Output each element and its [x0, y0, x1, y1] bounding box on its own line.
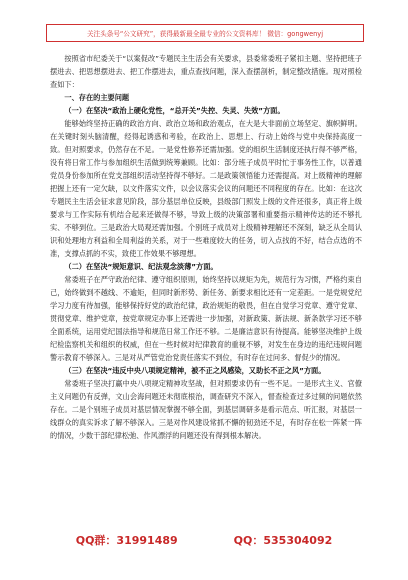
document-body: [50, 52, 362, 522]
body-paragraph: 常委班子在严守政治纪律、遵守组织原则，始终坚持以规矩为先，规范行为习惯，严格约束自己，始终做到不越线、不逾矩，但同时新形势、新任务、新要求相比还有一定差距。一是党规党纪学习力度有待加强，能够保持好党的政治纪律，政治规矩的敬畏，但在自觉学习党章、遵守党章、贯彻党章、维护党章，按党章规定办事上还需进一步加强，对新政策、新法规、新条款学习还不够全面系统，运用党纪国法指导和规范日常工作还不够。二是廉洁意识有待提高。能够坚决维护上级纪检监察机关和组织的权威，但在一些时候对纪律教育的重视不够，对发生在身边的违纪违规问题警示教育不够深入。三是对从严管党治党责任落实不到位，有时存在过问多、督促少的情况。: [50, 275, 362, 362]
contact-footer: [0, 530, 408, 550]
body-paragraph: 能够始终坚持正确的政治方向、政治立场和政治观点，在大是大非面前立场坚定、旗帜鲜明。在关键时刻头脑清醒，经得起诱惑和考验，在政治上、思想上、行动上始终与党中央保持高度一致。但对照要求，仍然存在不足。一是党性修养还需加强。党的组织生活制度还执行得不够严格，没有将日常工作与参加组织生活做到统筹兼顾。比如：部分班子成员平时忙于事务性工作，以普通党员身份参加所在党支部组织活动坚持得不够好。二是政策领悟能力还需提高。对上级精神的理解把握上还有一定欠缺，以文件落实文件，以会议落实会议的问题还不同程度的存在。比如：在这次专题民主生活会征求意见阶段，部分基层单位反映，县级部门照发上级的文件还很多，真正将上级要求与工作实际有机结合起来还做得不够，导致上级的决策部署和重要指示精神传达的还不够扎实、不够到位。三是政治大局观还需加强。个别班子成员对上级精神理解还不深刻，缺乏从全局认识和处理地方利益和全局利益的关系，对于一些难度较大的任务，切入点找的不好，结合点选的不准，支撑点抓的不实，致使工作效果不够理想。: [50, 119, 362, 258]
qq-label: QQ：535304092: [233, 534, 333, 547]
promo-banner: 关注头条号“公文研究”，获得最新最全最专业的公文资料库！ 微信：gongwenyj: [46, 24, 364, 42]
body-paragraph: 常委班子坚决打赢中央八项规定精神攻坚战，但对照要求仍有一些不足。一是形式主义、官僚主义问题仍有反弹，文山会海问题还未彻底根治，调查研究不深入，督查检查过多过频的问题依然存在。二是个别班子成员对基层情况掌握不够全面，到基层调研多是看示范点、听汇报，对基层一线群众的真实诉求了解不够深入。三是对作风建设常抓不懈的韧劲还不足，有时存在松一阵紧一阵的情况，少数干部纪律松弛、作风漂浮的问题还没有得到根本解决。: [50, 379, 362, 440]
subsection-heading: （三）在坚决“违反中央八项规定精神，被不正之风感染，又助长不正之风”方面。: [64, 366, 326, 375]
subsection-heading: （一）在坚决“政治上硬化党性，“总开关”失控、失灵、失效”方面。: [64, 106, 285, 115]
qq-group-label: QQ群：31991489: [75, 534, 178, 547]
section-heading: 一、存在的主要问题: [64, 93, 130, 102]
subsection-heading: （二）在坚决“规矩意识、纪法观念淡薄”方面。: [64, 262, 218, 271]
body-paragraph: 按照省市纪委关于“以案促改”专题民主生活会有关要求，县委常委班子紧扣主题、坚持把班子摆进去、把思想摆进去、把工作摆进去，重点查找问题，深入查摆剖析，制定整改措施。现对照检查如下：: [50, 54, 362, 89]
